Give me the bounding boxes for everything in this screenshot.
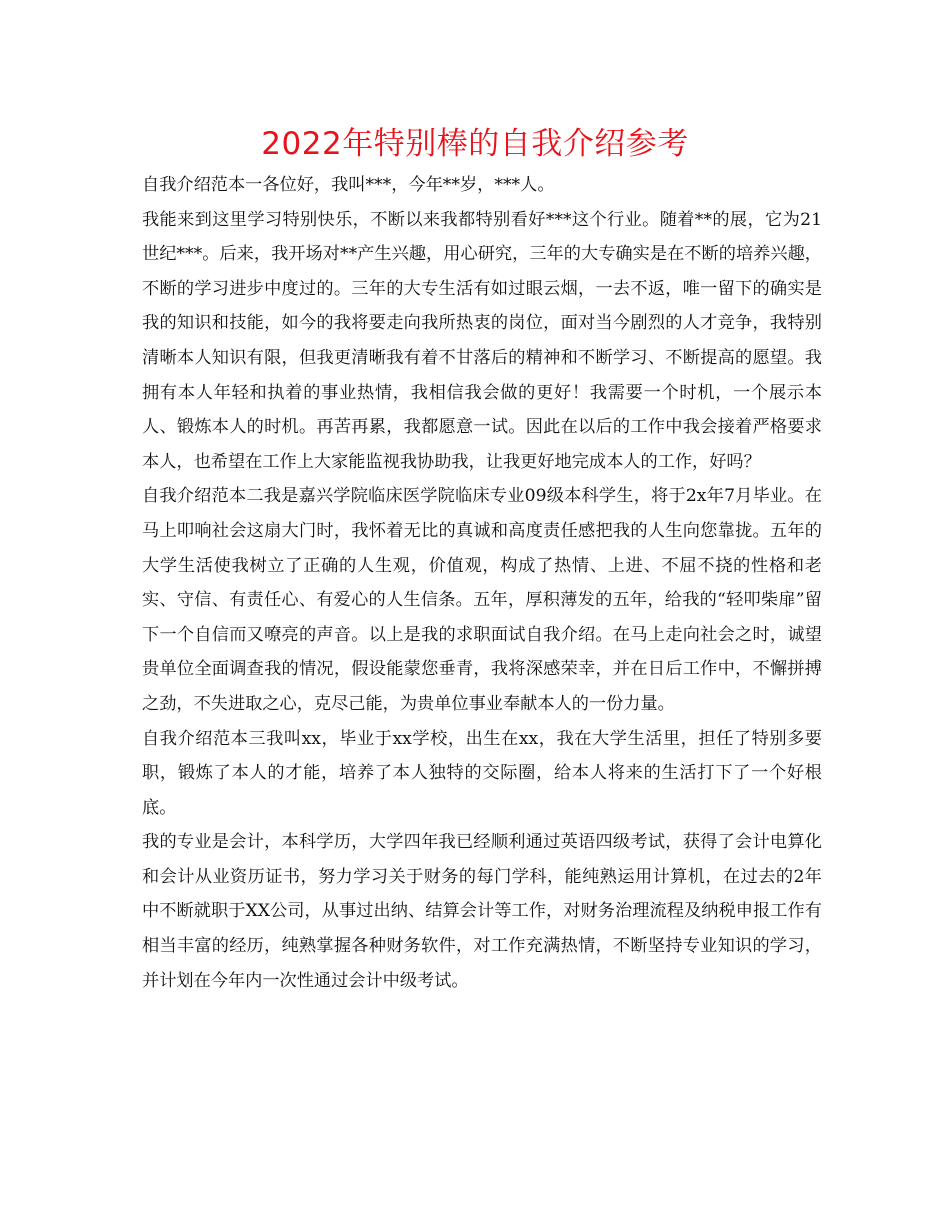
paragraph-accounting: 我的专业是会计，本科学历，大学四年我已经顺利通过英语四级考试，获得了会计电算化和会计从业资历证书，努力学习关于财务的每门学科，能纯熟运用计算机，在过去的2年中不断就职于XX公司，从事过出纳、结算会计等工作，对财务治理流程及纳税申报工作有相当丰富的经历，纯熟掌握各种财务软件，对工作充满热情，不断坚持专业知识的学习，并计划在今年内一次性通过会计中级考试。 <box>142 832 822 991</box>
paragraph-intro-three: 自我介绍范本三我叫xx，毕业于xx学校，出生在xx，我在大学生活里，担任了特别多要职，锻炼了本人的才能，培养了本人独特的交际圈，给本人将来的生活打下了一个好根底。 <box>142 728 822 818</box>
document-title: 2022年特别棒的自我介绍参考 <box>261 126 689 162</box>
document-body <box>142 168 822 998</box>
paragraph-intro-one: 自我介绍范本一各位好，我叫***，今年**岁，***人。 <box>142 175 555 195</box>
paragraph-intro-one-body: 我能来到这里学习特别快乐，不断以来我都特别看好***这个行业。随着**的展，它为21世纪***。后来，我开场对**产生兴趣，用心研究，三年的大专确实是在不断的培养兴趣，不断的学习进步中度过的。三年的大专生活有如过眼云烟，一去不返，唯一留下的确实是我的知识和技能，如今的我将要走向我所热衷的岗位，面对当今剧烈的人才竞争，我特别清晰本人知识有限，但我更清晰我有着不甘落后的精神和不断学习、不断提高的愿望。我拥有本人年轻和执着的事业热情，我相信我会做的更好！我需要一个时机，一个展示本人、锻炼本人的时机。再苦再累，我都愿意一试。因此在以后的工作中我会接着严格要求本人，也希望在工作上大家能监视我协助我，让我更好地完成本人的工作，好吗？ <box>142 209 822 472</box>
paragraph-intro-two: 自我介绍范本二我是嘉兴学院临床医学院临床专业09级本科学生，将于2x年7月毕业。在马上叩响社会这扇大门时，我怀着无比的真诚和高度责任感把我的人生向您靠拢。五年的大学生活使我树立了正确的人生观，价值观，构成了热情、上进、不屈不挠的性格和老实、守信、有责任心、有爱心的人生信条。五年，厚积薄发的五年，给我的“轻叩柴扉”留下一个自信而又嘹亮的声音。以上是我的求职面试自我介绍。在马上走向社会之时，诚望贵单位全面调查我的情况，假设能蒙您垂青，我将深感荣幸，并在日后工作中，不懈拼搏之劲，不失进取之心，克尽己能，为贵单位事业奉献本人的一份力量。 <box>142 486 822 714</box>
